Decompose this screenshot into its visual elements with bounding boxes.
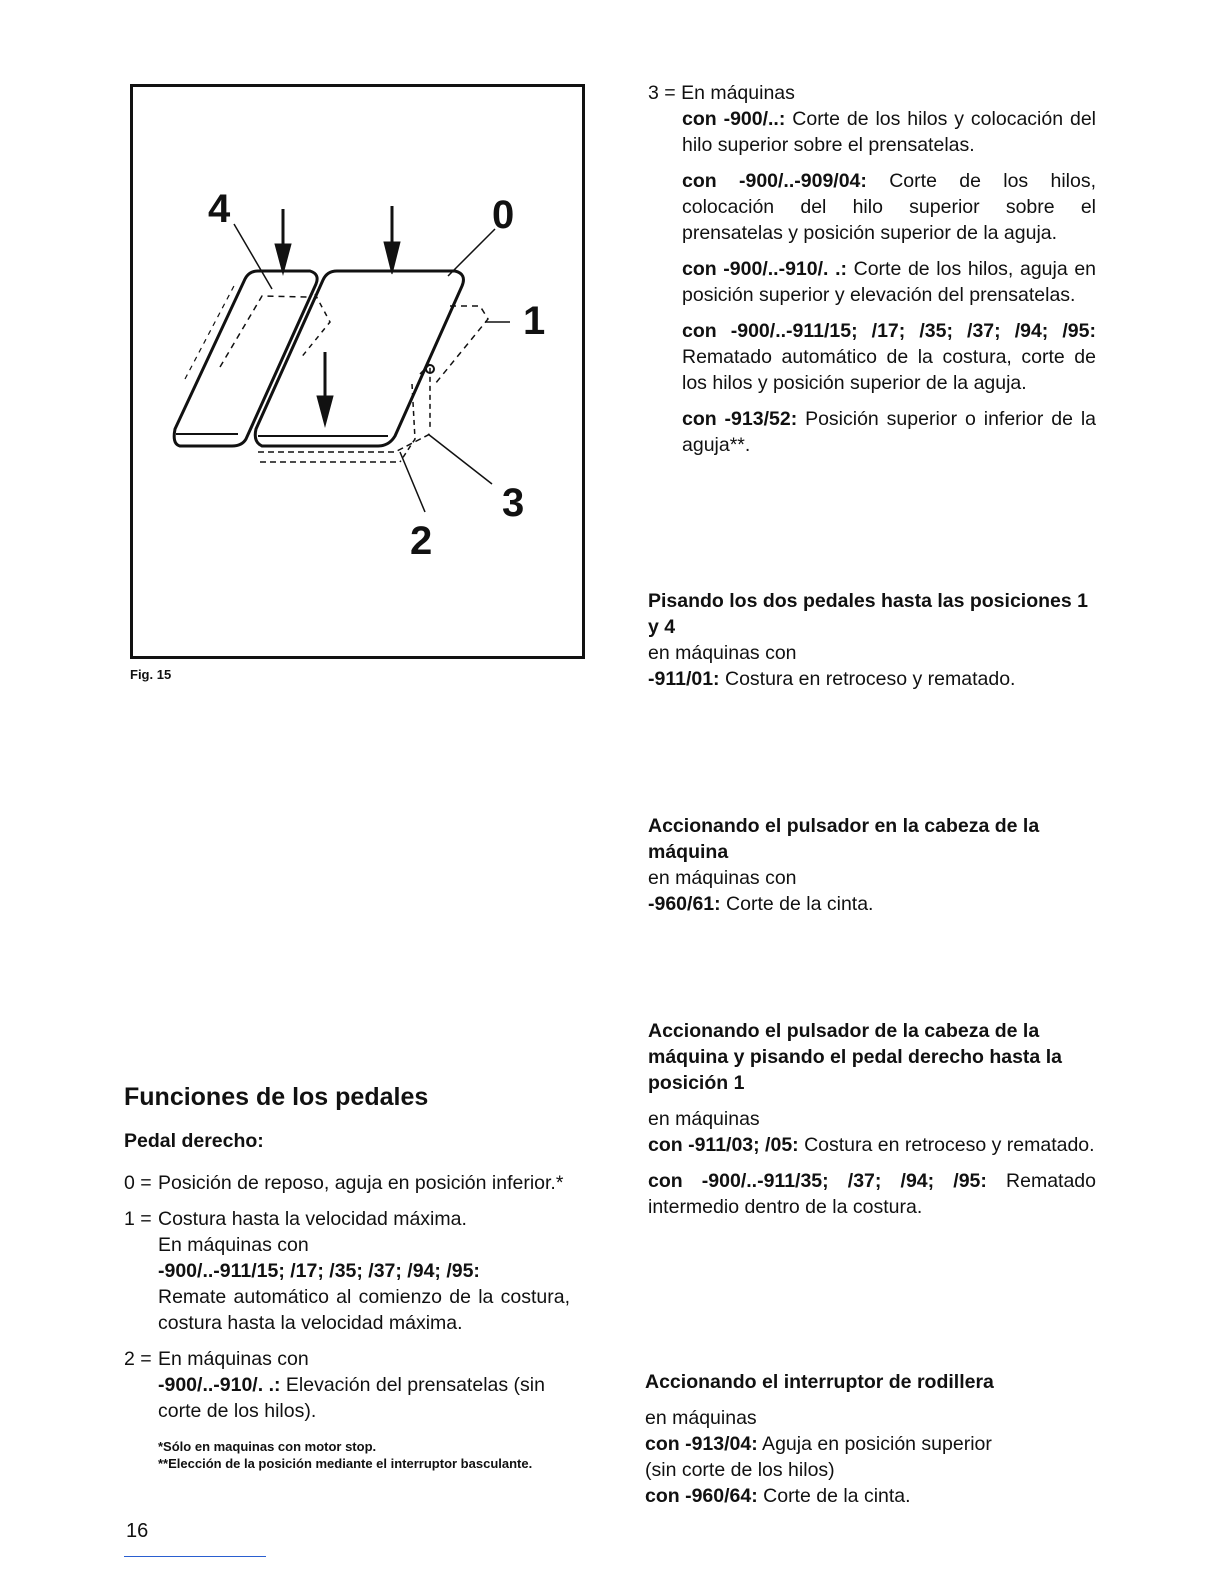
item-3-sub-4: con -900/..-911/15; /17; /35; /37; /94; /95: Rematado automático de la costura, corte de los hilos y posición superior de la aguja. xyxy=(682,320,1096,394)
section-button-and-pedal-line: en máquinas xyxy=(648,1108,760,1130)
section-both-pedals-heading: Pisando los dos pedales hasta las posiciones 1 y 4 xyxy=(648,590,1088,638)
section-button-and-pedal-heading: Accionando el pulsador de la cabeza de la máquina y pisando el pedal derecho hasta la posición 1 xyxy=(648,1020,1062,1094)
section-button-and-pedal-entry-1: con -911/03; /05: Costura en retroceso y rematado. xyxy=(648,1134,1095,1156)
pedal-item-2: 2 = En máquinas con -900/..-910/. .: Elevación del prensatelas (sin corte de los hilos). xyxy=(124,1348,545,1422)
footnote-2: **Elección de la posición mediante el interruptor basculante. xyxy=(158,1456,533,1471)
pedal-item-0: 0 = Posición de reposo, aguja en posición inferior.* xyxy=(124,1172,564,1194)
label-3: 3 xyxy=(502,481,525,525)
section-knee-switch-entry-2: con -960/64: Corte de la cinta. xyxy=(645,1485,911,1507)
pedal-functions-section xyxy=(124,1082,570,1472)
section-head-button xyxy=(648,813,1096,917)
section-knee-switch-entry-1: con -913/04: Aguja en posición superior xyxy=(645,1433,992,1455)
pedal-diagram xyxy=(130,84,585,659)
item-3-block xyxy=(648,80,1096,458)
page-title: Funciones de los pedales xyxy=(124,1083,429,1111)
section-head-button-line: en máquinas con xyxy=(648,867,797,889)
figure-15 xyxy=(130,84,585,659)
left-pedal-shape xyxy=(174,271,330,446)
item-3-sub-5: con -913/52: Posición superior o inferior de la aguja**. xyxy=(682,408,1096,456)
section-both-pedals-entry: -911/01: Costura en retroceso y rematado. xyxy=(648,668,1016,690)
figure-frame xyxy=(132,86,584,658)
figure-caption: Fig. 15 xyxy=(130,667,172,682)
section-button-and-pedal-entry-2: con -900/..-911/35; /37; /94; /95: Rematado intermedio dentro de la costura. xyxy=(648,1170,1097,1218)
item-3-sub-2: con -900/..-909/04: Corte de los hilos, colocación del hilo superior sobre el prensatelas y posición superior de la aguja. xyxy=(682,170,1097,244)
section-head-button-entry: -960/61: Corte de la cinta. xyxy=(648,893,874,915)
section-knee-switch-heading: Accionando el interruptor de rodillera xyxy=(645,1371,994,1393)
page-number: 16 xyxy=(126,1520,149,1542)
section-both-pedals xyxy=(648,588,1096,692)
label-1: 1 xyxy=(523,299,546,343)
item-3-head: 3 = En máquinas xyxy=(648,82,795,104)
pedal-item-1: 1 = Costura hasta la velocidad máxima. En máquinas con -900/..-911/15; /17; /35; /37; /94; /95: Remate automático al comienzo de la costura, costura hasta la velocidad máxima. xyxy=(124,1208,570,1334)
label-2: 2 xyxy=(410,519,433,563)
arrows xyxy=(275,206,400,426)
section-knee-switch xyxy=(645,1369,1095,1509)
label-4: 4 xyxy=(208,187,231,231)
subtitle-right-pedal: Pedal derecho: xyxy=(124,1130,264,1152)
section-button-and-pedal xyxy=(648,1018,1096,1220)
footnote-1: *Sólo en maquinas con motor stop. xyxy=(158,1439,377,1454)
section-knee-switch-line: en máquinas xyxy=(645,1407,757,1429)
section-knee-switch-line-2: (sin corte de los hilos) xyxy=(645,1459,835,1481)
right-pedal-shape xyxy=(255,271,488,462)
leader-lines xyxy=(234,224,510,512)
footer-rule xyxy=(124,1556,266,1557)
section-both-pedals-line: en máquinas con xyxy=(648,642,797,664)
item-3-sub-1: con -900/..: Corte de los hilos y colocación del hilo superior sobre el prensatelas. xyxy=(682,108,1096,156)
label-0: 0 xyxy=(492,193,515,237)
section-head-button-heading: Accionando el pulsador en la cabeza de la máquina xyxy=(648,815,1040,863)
item-3-sub-3: con -900/..-910/. .: Corte de los hilos, aguja en posición superior y elevación del prensatelas. xyxy=(682,258,1097,306)
